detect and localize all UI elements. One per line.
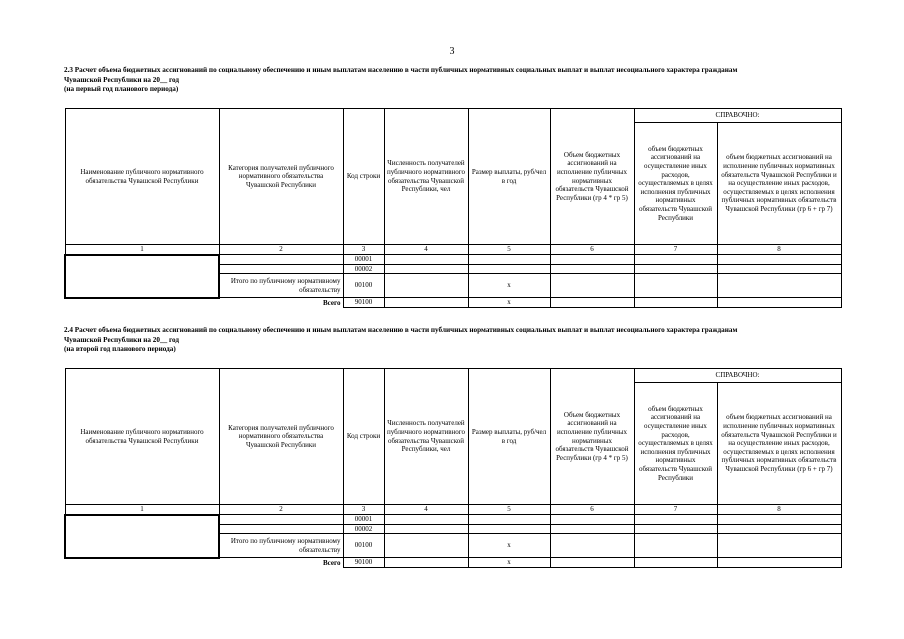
header-other-expenses: объем бюджетных ассигнований на осуществление иных расходов, осуществляемых в целях исполнения публичных нормативных обязательств Чувашской Республики — [634, 123, 717, 245]
column-number-row — [65, 505, 841, 515]
header-recipient-category: Категория получателей публичного нормативного обязательства Чувашской Республики — [219, 369, 343, 505]
col-number: 6 — [550, 505, 634, 515]
section-2-3 — [64, 66, 840, 307]
x-mark: x — [468, 534, 550, 558]
volume-cell[interactable] — [550, 558, 634, 568]
total-cell[interactable] — [717, 515, 841, 525]
volume-cell[interactable] — [550, 274, 634, 298]
header-budget-volume: Объем бюджетных ассигнований на исполнение публичных нормативных обязательств Чувашской Республики (гр 4 * гр 5) — [550, 369, 634, 505]
payment-cell[interactable] — [468, 255, 550, 265]
col-number: 3 — [343, 245, 384, 255]
col-number: 4 — [384, 505, 468, 515]
column-number-row — [65, 245, 841, 255]
volume-cell[interactable] — [550, 255, 634, 265]
code-cell: 00001 — [343, 515, 384, 525]
header-reference: СПРАВОЧНО: — [634, 369, 841, 383]
total-cell[interactable] — [717, 255, 841, 265]
section-2-4 — [64, 326, 840, 567]
count-cell[interactable] — [384, 274, 468, 298]
section-heading — [64, 326, 840, 355]
other-cell[interactable] — [634, 274, 717, 298]
col-number: 1 — [65, 245, 219, 255]
col-number: 7 — [634, 245, 717, 255]
total-row — [65, 558, 841, 568]
total-cell[interactable] — [717, 274, 841, 298]
total-row — [65, 298, 841, 308]
payment-cell[interactable] — [468, 515, 550, 525]
volume-cell[interactable] — [550, 524, 634, 534]
category-cell[interactable] — [219, 524, 343, 534]
total-cell[interactable] — [717, 558, 841, 568]
total-label: Всего — [65, 558, 343, 568]
section-title-line2: Чувашской Республики на 20__ год — [64, 75, 180, 84]
header-payment-size: Размер выплаты, руб/чел в год — [468, 109, 550, 245]
category-cell[interactable] — [219, 515, 343, 525]
header-payment-size: Размер выплаты, руб/чел в год — [468, 369, 550, 505]
header-recipient-category: Категория получателей публичного нормативного обязательства Чувашской Республики — [219, 109, 343, 245]
other-cell[interactable] — [634, 264, 717, 274]
x-mark: x — [468, 274, 550, 298]
header-other-expenses: объем бюджетных ассигнований на осуществление иных расходов, осуществляемых в целях исполнения публичных нормативных обязательств Чувашской Республики — [634, 383, 717, 505]
count-cell[interactable] — [384, 264, 468, 274]
subtotal-label: Итого по публичному нормативному обязательству — [219, 274, 343, 298]
section-heading — [64, 66, 840, 95]
other-cell[interactable] — [634, 515, 717, 525]
section-title-line2: Чувашской Республики на 20__ год — [64, 335, 180, 344]
volume-cell[interactable] — [550, 534, 634, 558]
header-row-code: Код строки — [343, 109, 384, 245]
col-number: 8 — [717, 245, 841, 255]
code-cell: 00002 — [343, 524, 384, 534]
page-number: 3 — [449, 46, 455, 57]
other-cell[interactable] — [634, 255, 717, 265]
code-cell: 00100 — [343, 534, 384, 558]
count-cell[interactable] — [384, 298, 468, 308]
x-mark: x — [468, 558, 550, 568]
total-label: Всего — [65, 298, 343, 308]
col-number: 8 — [717, 505, 841, 515]
other-cell[interactable] — [634, 534, 717, 558]
section-title-line1: 2.3 Расчет объема бюджетных ассигнований по социальному обеспечению и иным выплатам населению в части публичных нормативных социальных выплат и выплат несоциального характера гражданам — [64, 66, 738, 74]
other-cell[interactable] — [634, 298, 717, 308]
col-number: 2 — [219, 505, 343, 515]
volume-cell[interactable] — [550, 264, 634, 274]
header-recipients-count: Численность получателей публичного нормативного обязательства Чувашской Республики, чел — [384, 109, 468, 245]
count-cell[interactable] — [384, 515, 468, 525]
col-number: 4 — [384, 245, 468, 255]
header-public-obligation-name: Наименование публичного нормативного обязательства Чувашской Республики — [65, 369, 219, 505]
col-number: 3 — [343, 505, 384, 515]
col-number: 2 — [219, 245, 343, 255]
code-cell: 00001 — [343, 255, 384, 265]
volume-cell[interactable] — [550, 515, 634, 525]
total-cell[interactable] — [717, 524, 841, 534]
total-cell[interactable] — [717, 534, 841, 558]
header-public-obligation-name: Наименование публичного нормативного обязательства Чувашской Республики — [65, 109, 219, 245]
other-cell[interactable] — [634, 558, 717, 568]
count-cell[interactable] — [384, 558, 468, 568]
header-budget-volume: Объем бюджетных ассигнований на исполнение публичных нормативных обязательств Чувашской Республики (гр 4 * гр 5) — [550, 109, 634, 245]
subtotal-label: Итого по публичному нормативному обязательству — [219, 534, 343, 558]
header-reference: СПРАВОЧНО: — [634, 109, 841, 123]
volume-cell[interactable] — [550, 298, 634, 308]
code-cell: 00002 — [343, 264, 384, 274]
total-cell[interactable] — [717, 264, 841, 274]
table-row — [65, 515, 841, 525]
total-cell[interactable] — [717, 298, 841, 308]
budget-calculation-table — [64, 108, 842, 308]
obligation-name-cell[interactable] — [65, 515, 219, 558]
col-number: 5 — [468, 245, 550, 255]
header-row-code: Код строки — [343, 369, 384, 505]
header-total-expenses: объем бюджетных ассигнований на исполнение публичных нормативных обязательств Чувашской Республики и на осуществление иных расходов, осуществляемых в целях исполнения публичных нормативных обязательств Чувашской Республики (гр 6 + гр 7) — [717, 383, 841, 505]
section-title-line1: 2.4 Расчет объема бюджетных ассигнований по социальному обеспечению и иным выплатам населению в части публичных нормативных социальных выплат и выплат несоциального характера гражданам — [64, 326, 738, 334]
x-mark: x — [468, 298, 550, 308]
category-cell[interactable] — [219, 264, 343, 274]
section-title-line3: (на первый год планового периода) — [64, 85, 179, 93]
section-title-line3: (на второй год планового периода) — [64, 345, 176, 353]
count-cell[interactable] — [384, 255, 468, 265]
count-cell[interactable] — [384, 534, 468, 558]
col-number: 1 — [65, 505, 219, 515]
count-cell[interactable] — [384, 524, 468, 534]
category-cell[interactable] — [219, 255, 343, 265]
payment-cell[interactable] — [468, 264, 550, 274]
header-recipients-count: Численность получателей публичного нормативного обязательства Чувашской Республики, чел — [384, 369, 468, 505]
code-cell: 90100 — [343, 298, 384, 308]
other-cell[interactable] — [634, 524, 717, 534]
payment-cell[interactable] — [468, 524, 550, 534]
header-total-expenses: объем бюджетных ассигнований на исполнение публичных нормативных обязательств Чувашской Республики и на осуществление иных расходов, осуществляемых в целях исполнения публичных нормативных обязательств Чувашской Республики (гр 6 + гр 7) — [717, 123, 841, 245]
code-cell: 90100 — [343, 558, 384, 568]
col-number: 7 — [634, 505, 717, 515]
code-cell: 00100 — [343, 274, 384, 298]
col-number: 6 — [550, 245, 634, 255]
obligation-name-cell[interactable] — [65, 255, 219, 298]
budget-calculation-table — [64, 368, 842, 568]
col-number: 5 — [468, 505, 550, 515]
table-row — [65, 255, 841, 265]
